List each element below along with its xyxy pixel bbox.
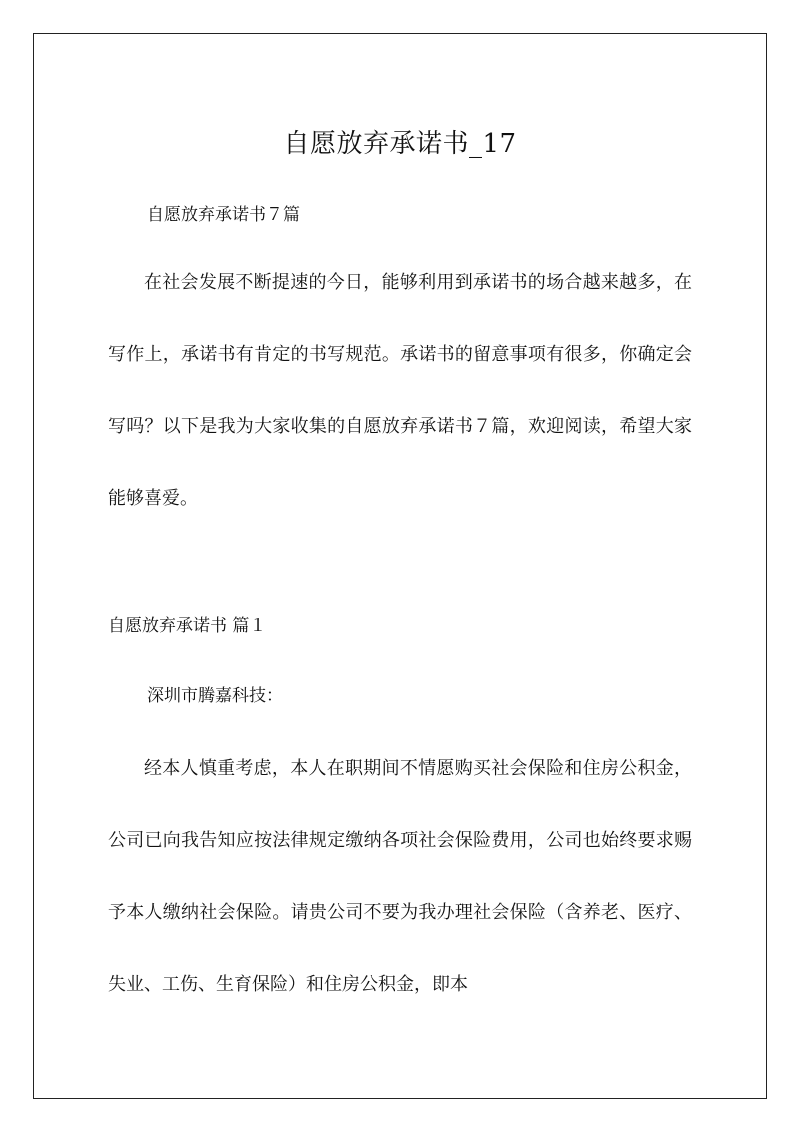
body-paragraph: 经本人慎重考虑，本人在职期间不情愿购买社会保险和住房公积金，公司已向我告知应按法律规定缴纳各项社会保险费用，公司也始终要求赐予本人缴纳社会保险。请贵公司不要为我办理社会保险（含养老、医疗、失业、工伤、生育保险）和住房公积金，即本 bbox=[108, 758, 692, 995]
letter-addressee: 深圳市腾嘉科技： bbox=[147, 686, 283, 706]
document-title: 自愿放弃承诺书_17 bbox=[283, 129, 517, 159]
section-heading: 自愿放弃承诺书 篇１ bbox=[108, 616, 267, 636]
document-subtitle: 自愿放弃承诺书７篇 bbox=[147, 205, 300, 225]
intro-paragraph: 在社会发展不断提速的今日，能够利用到承诺书的场合越来越多，在写作上，承诺书有肯定的书写规范。承诺书的留意事项有很多，你确定会写吗？以下是我为大家收集的自愿放弃承诺书７篇，欢迎阅读，希望大家能够喜爱。 bbox=[108, 272, 692, 509]
